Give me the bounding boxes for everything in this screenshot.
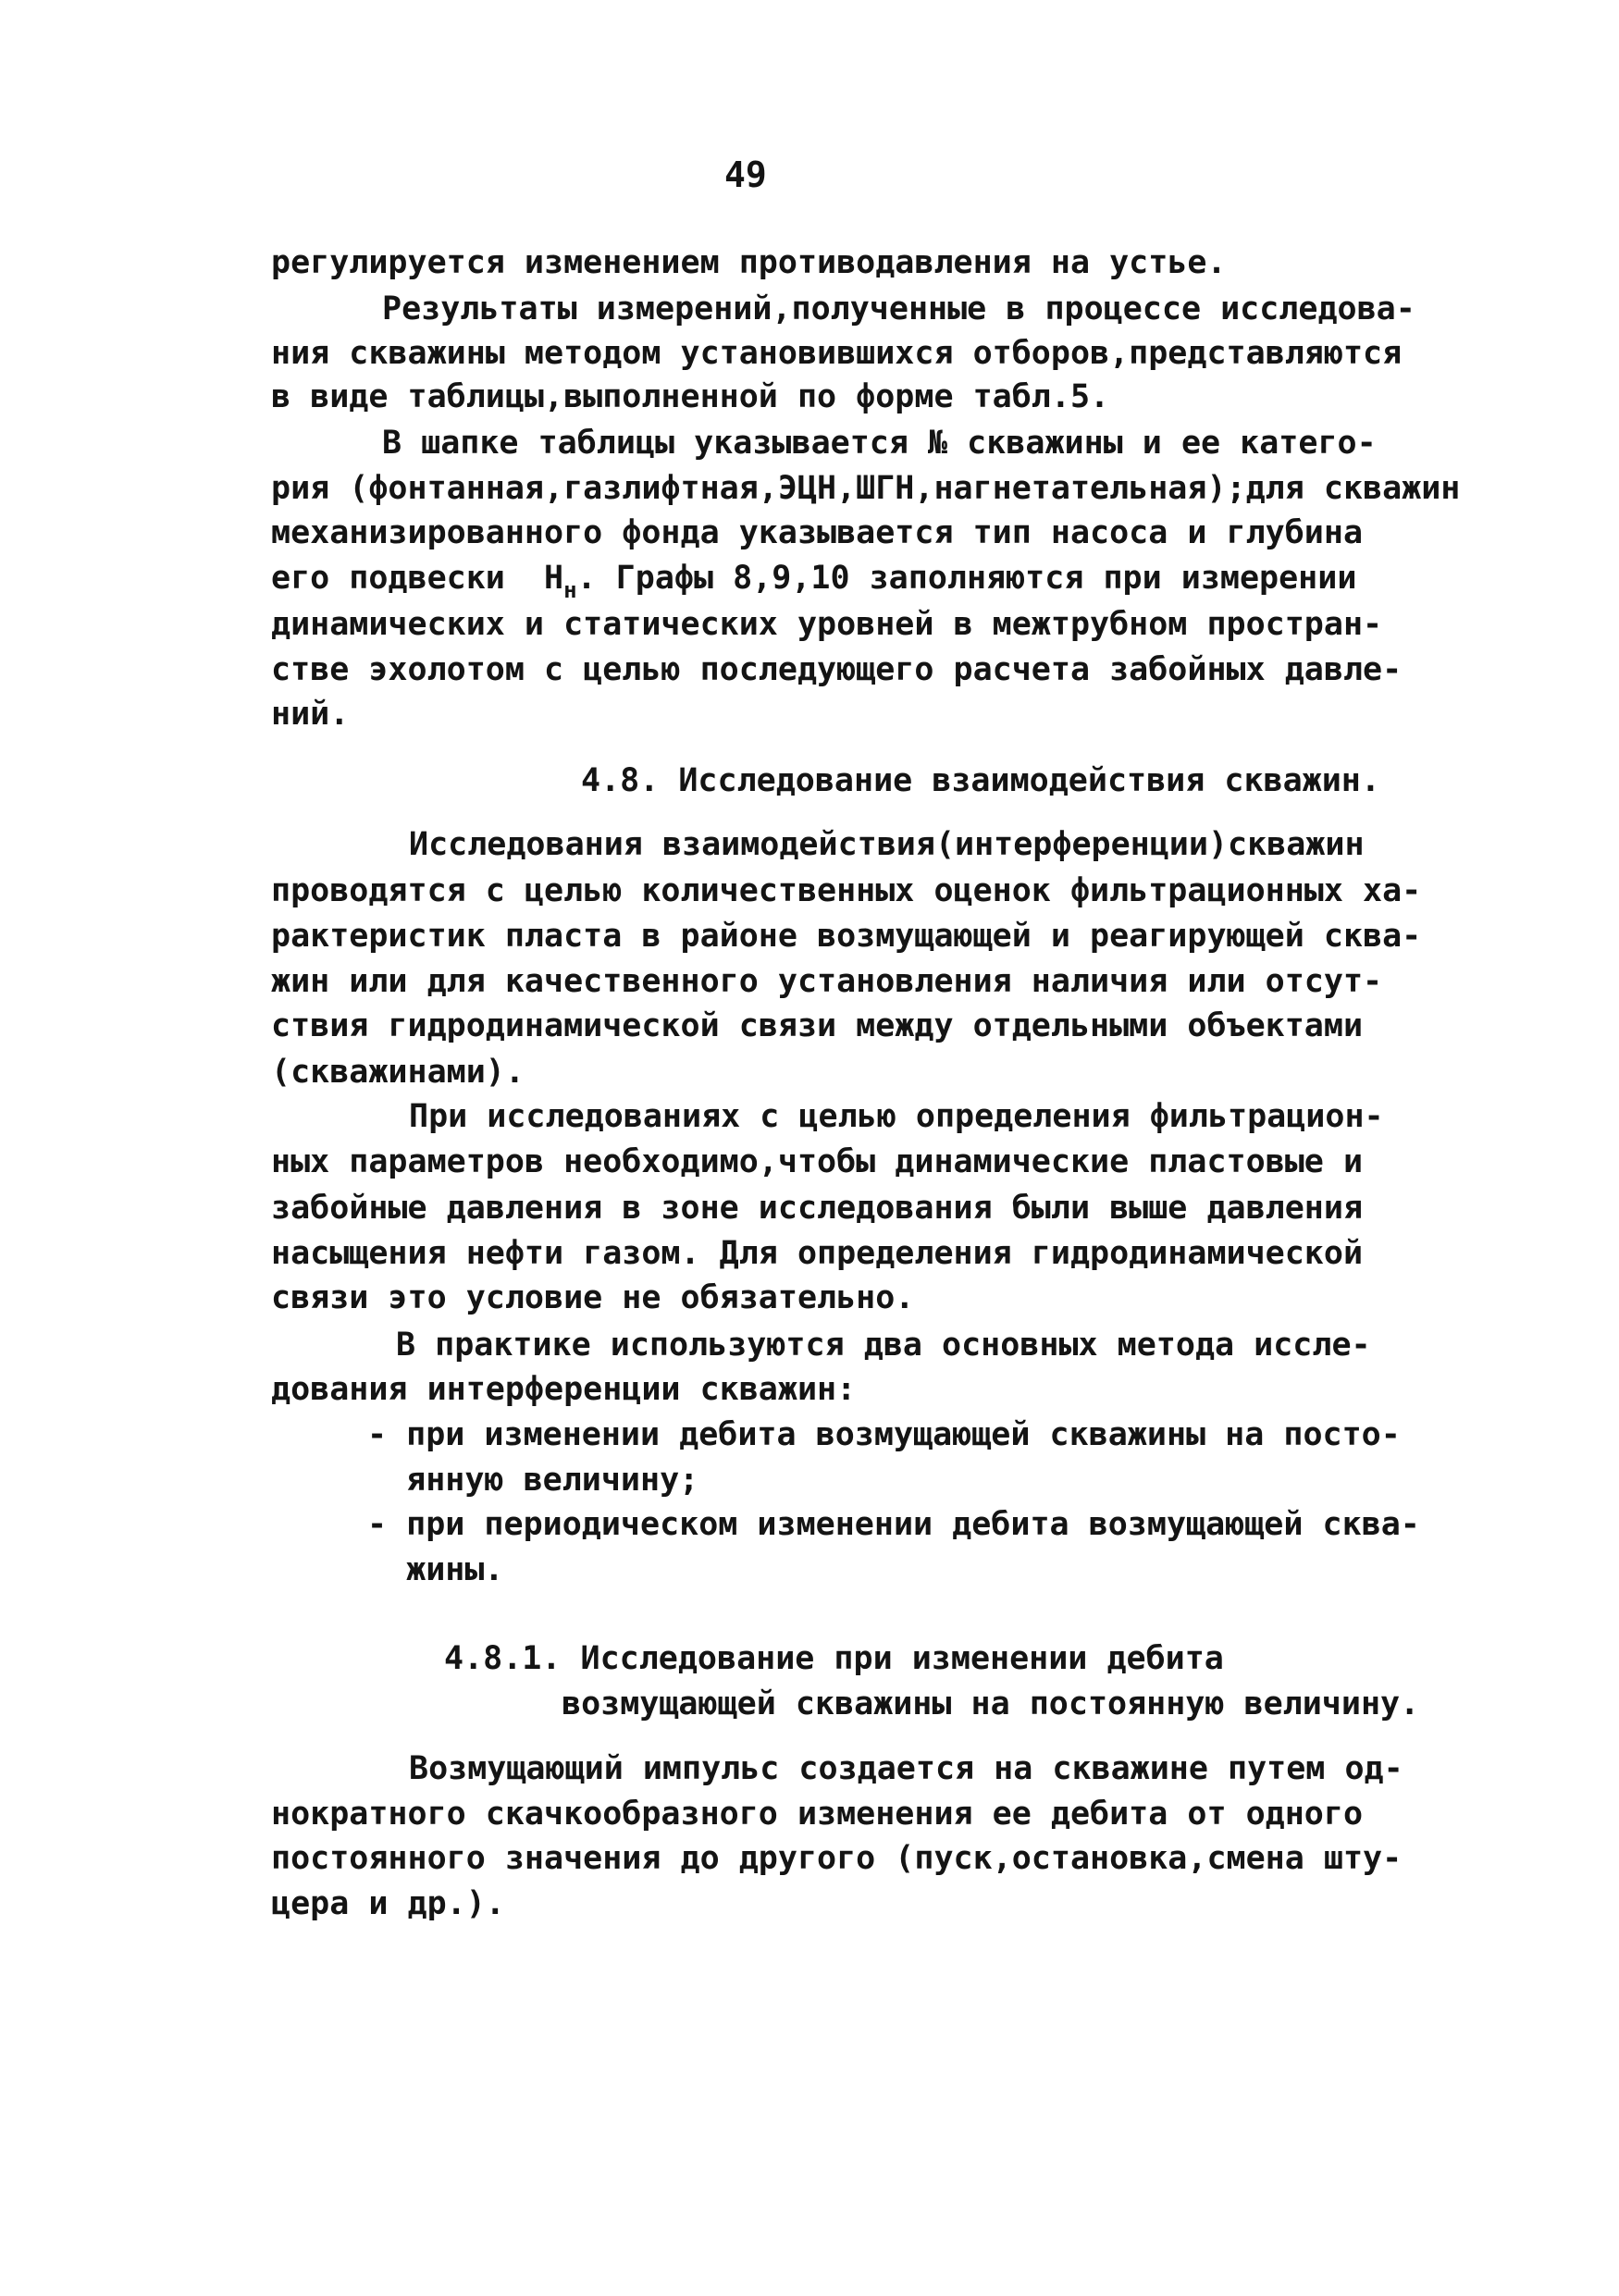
text-line: забойные давления в зоне исследования были выше давления <box>271 1190 1364 1227</box>
text-line: регулируется изменением противодавления на устье. <box>271 244 1227 281</box>
text-line: (скважинами). <box>271 1054 525 1091</box>
text-line: цера и др.). <box>271 1885 505 1922</box>
text-line: динамических и статических уровней в межтрубном простран- <box>271 606 1383 643</box>
page-number: 49 <box>724 154 767 195</box>
list-item: - при периодическом изменении дебита возмущающей сква- <box>367 1506 1420 1543</box>
text-line: механизированного фонда указывается тип насоса и глубина <box>271 514 1364 551</box>
text-line: связи это условие не обязательно. <box>271 1279 915 1316</box>
text-line: При исследованиях с целью определения фильтрацион- <box>409 1098 1384 1135</box>
section-heading: 4.8. Исследование взаимодействия скважин. <box>581 762 1380 799</box>
text-line: дования интерференции скважин: <box>271 1371 857 1408</box>
text-line: рактеристик пласта в районе возмущающей и реагирующей сква- <box>271 918 1422 955</box>
text-line: нократного скачкообразного изменения ее дебита от одного <box>271 1796 1364 1833</box>
text-line <box>271 560 1357 603</box>
text-line: жин или для качественного установления наличия или отсут- <box>271 963 1383 1000</box>
text-line: Исследования взаимодействия(интерференции)скважин <box>409 826 1365 863</box>
section-heading: 4.8.1. Исследование при изменении дебита <box>444 1640 1224 1677</box>
text-line: стве эхолотом с целью последующего расчета забойных давле- <box>271 651 1403 688</box>
text-line: Результаты измерений,полученные в процессе исследова- <box>382 290 1415 327</box>
list-item: - при изменении дебита возмущающей скважины на посто- <box>367 1416 1401 1453</box>
text-line: ния скважины методом установившихся отборов,представляются <box>271 335 1403 372</box>
text-line: В практике используются два основных метода иссле- <box>396 1327 1371 1364</box>
text-line: насыщения нефти газом. Для определения гидродинамической <box>271 1235 1364 1272</box>
text-fragment: его подвески Н <box>271 560 564 597</box>
list-item-continuation: янную величину; <box>367 1462 699 1499</box>
text-line: рия (фонтанная,газлифтная,ЭЦН,ШГН,нагнетательная);для скважин <box>271 470 1461 507</box>
text-fragment: . Графы 8,9,10 заполняются при измерении <box>576 560 1357 597</box>
text-line: ний. <box>271 696 350 733</box>
subscript: н <box>563 577 577 603</box>
text-line: в виде таблицы,выполненной по форме табл.5. <box>271 378 1110 415</box>
text-line: ных параметров необходимо,чтобы динамические пластовые и <box>271 1143 1364 1180</box>
text-line: В шапке таблицы указывается № скважины и ее катего- <box>382 425 1377 462</box>
text-line: постоянного значения до другого (пуск,остановка,смена шту- <box>271 1840 1403 1877</box>
section-heading: возмущающей скважины на постоянную величину. <box>562 1685 1420 1722</box>
list-item-continuation: жины. <box>367 1551 504 1588</box>
text-line: ствия гидродинамической связи между отдельными объектами <box>271 1007 1364 1044</box>
text-line: проводятся с целью количественных оценок фильтрационных ха- <box>271 872 1422 909</box>
text-line: Возмущающий импульс создается на скважине путем од- <box>409 1750 1403 1787</box>
